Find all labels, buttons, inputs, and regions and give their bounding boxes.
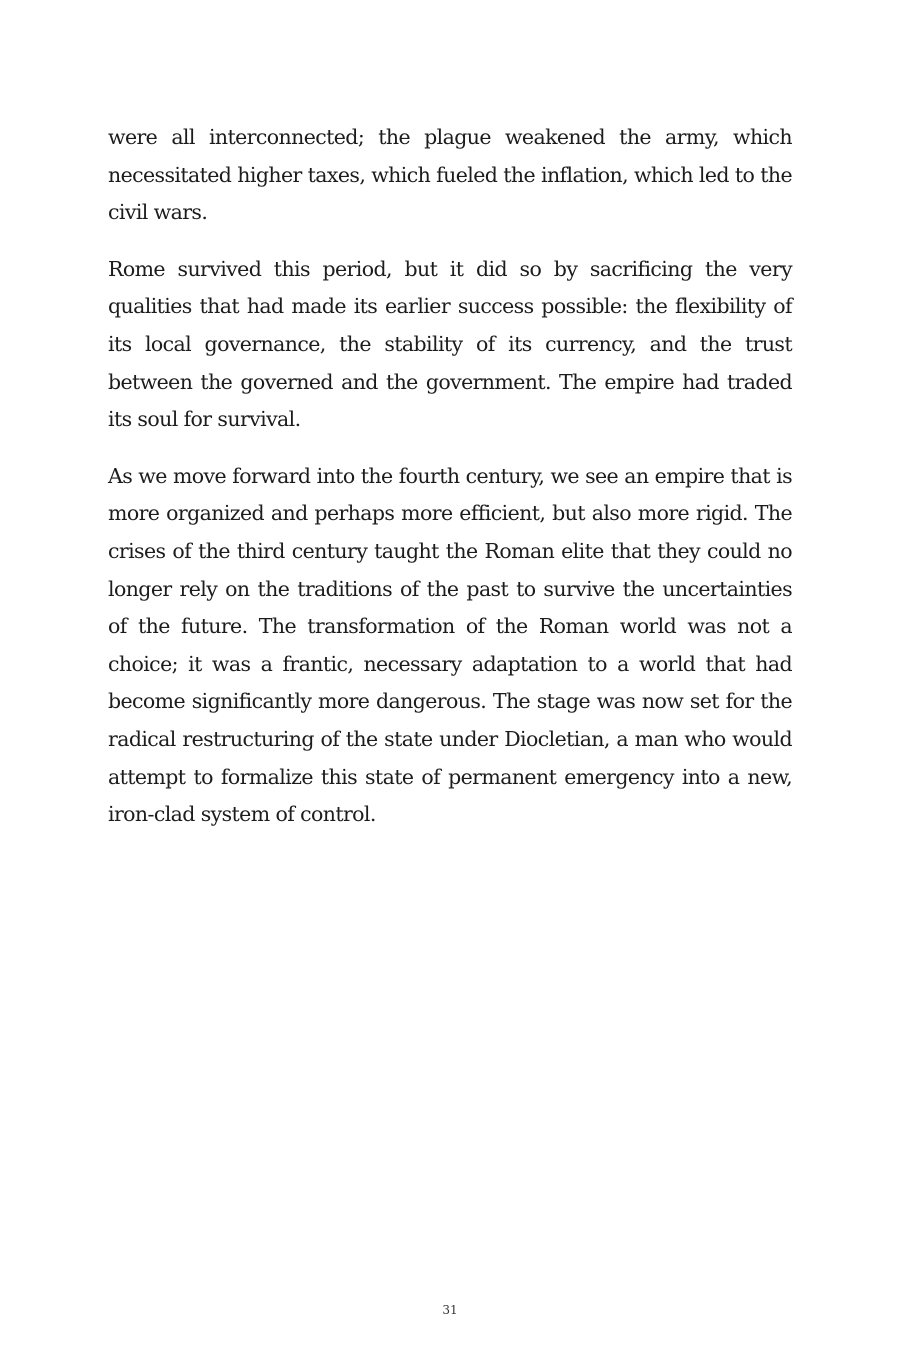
- paragraph-2: Rome survived this period, but it did so by sacrificing the very qualities that had made its earlier success possible: the flexibility of its local governance, the stability of its currency, and the trust between the governed and the government. The empire had traded its soul for survival.: [108, 256, 792, 432]
- page-number: 31: [442, 1303, 458, 1317]
- body-text: [108, 119, 792, 853]
- paragraph-3: As we move forward into the fourth century, we see an empire that is more organized and perhaps more efficient, but also more rigid. The crises of the third century taught the Roman elite that they could no longer rely on the traditions of the past to survive the uncertainties of the future. The transformation of the Roman world was not a choice; it was a frantic, necessary adaptation to a world that had become significantly more dangerous. The stage was now set for the radical restructuring of the state under Diocletian, a man who would attempt to formalize this state of permanent emergency into a new, iron-clad system of control.: [108, 463, 792, 827]
- paragraph-1: were all interconnected; the plague weakened the army, which necessitated higher taxes, which fueled the inflation, which led to the civil wars.: [108, 125, 792, 225]
